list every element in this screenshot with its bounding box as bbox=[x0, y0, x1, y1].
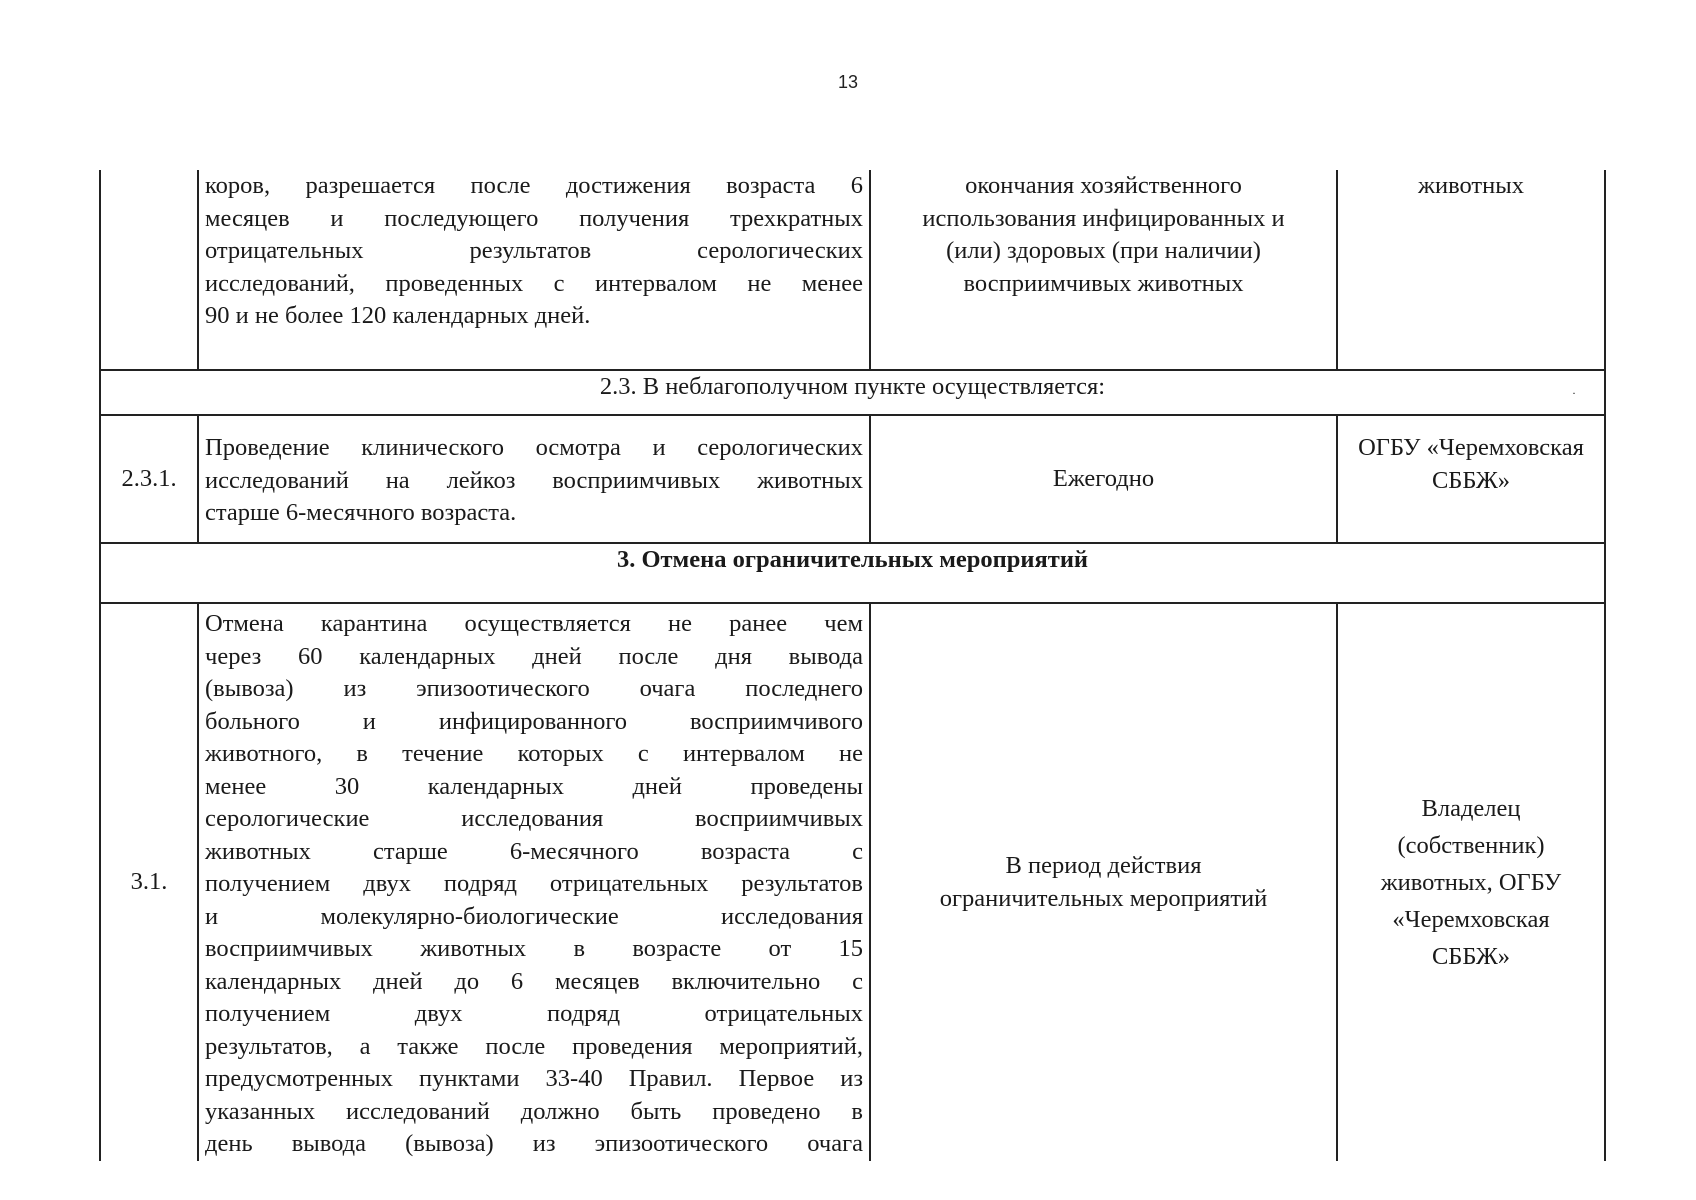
content-line: результатов, а также после проведения мероприятий, bbox=[205, 1032, 863, 1060]
content-line: исследований на лейкоз восприимчивых животных bbox=[205, 466, 863, 494]
timing-line: окончания хозяйственного bbox=[965, 172, 1242, 199]
content-line: больного и инфицированного восприимчивого bbox=[205, 707, 863, 735]
cell-content-3-1 bbox=[198, 603, 870, 1161]
cell-content-2-3-1 bbox=[198, 415, 870, 543]
timing-line: (или) здоровых (при наличии) bbox=[946, 237, 1261, 264]
timing-line: ограничительных мероприятий bbox=[939, 884, 1268, 912]
content-line: коров, разрешается после достижения возраста 6 bbox=[205, 172, 863, 199]
content-line: Отмена карантина осуществляется не ранее чем bbox=[205, 610, 863, 637]
responsible-line: «Черемховская bbox=[1392, 906, 1550, 933]
content-line: Проведение клинического осмотра и серологических bbox=[205, 434, 863, 461]
cell-timing-2-3-1: Ежегодно bbox=[870, 415, 1337, 543]
table-row-2-3-1 bbox=[100, 415, 1605, 543]
content-line: календарных дней до 6 месяцев включительно с bbox=[205, 967, 863, 995]
content-line: и молекулярно-биологические исследования bbox=[205, 902, 863, 930]
timing-line: восприимчивых животных bbox=[963, 269, 1244, 297]
table-row-3-1 bbox=[100, 603, 1605, 1161]
cell-responsible-3-1 bbox=[1337, 603, 1605, 1161]
responsible-line: животных, ОГБУ bbox=[1380, 869, 1562, 896]
content-line: указанных исследований должно быть проведено в bbox=[205, 1097, 863, 1125]
content-line: (вывоза) из эпизоотического очага последнего bbox=[205, 675, 863, 702]
content-line: исследований, проведенных с интервалом не менее bbox=[205, 269, 863, 297]
cell-num-2-3-1: 2.3.1. bbox=[100, 415, 198, 543]
content-line: отрицательных результатов серологических bbox=[205, 237, 863, 264]
content-line: через 60 календарных дней после дня вывода bbox=[205, 642, 863, 670]
measures-table bbox=[99, 170, 1606, 1161]
responsible-line: ОГБУ «Черемховская bbox=[1358, 434, 1584, 461]
content-line: месяцев и последующего получения трехкратных bbox=[205, 204, 863, 232]
section-3-title: 3. Отмена ограничительных мероприятий bbox=[100, 543, 1605, 603]
responsible-line: Владелец bbox=[1421, 795, 1521, 822]
content-line: менее 30 календарных дней проведены bbox=[205, 772, 863, 800]
content-line: 90 и не более 120 календарных дней. bbox=[205, 302, 591, 329]
responsible-line: животных bbox=[1418, 172, 1524, 199]
cell-timing-continued bbox=[870, 170, 1337, 370]
section-3-row bbox=[100, 543, 1605, 603]
content-line: восприимчивых животных в возрасте от 15 bbox=[205, 935, 863, 962]
timing-line: использования инфицированных и bbox=[922, 204, 1285, 232]
cell-responsible-continued bbox=[1337, 170, 1605, 370]
cell-responsible-2-3-1 bbox=[1337, 415, 1605, 543]
cell-num-3-1: 3.1. bbox=[100, 603, 198, 1161]
responsible-line: СББЖ» bbox=[1431, 943, 1511, 970]
cell-timing-3-1 bbox=[870, 603, 1337, 1161]
section-2-3-row bbox=[100, 370, 1605, 415]
section-2-3-title bbox=[100, 370, 1605, 415]
content-line: день вывода (вывоза) из эпизоотического очага bbox=[205, 1130, 863, 1157]
responsible-line: СББЖ» bbox=[1431, 466, 1511, 494]
content-line: предусмотренных пунктами 33-40 Правил. Первое из bbox=[205, 1065, 863, 1092]
content-line: получением двух подряд отрицательных bbox=[205, 1000, 863, 1027]
content-line: серологические исследования восприимчивых bbox=[205, 805, 863, 832]
timing-line: В период действия bbox=[1005, 852, 1202, 879]
responsible-line: (собственник) bbox=[1397, 832, 1545, 859]
cell-num-continued bbox=[100, 170, 198, 370]
cell-content-continued bbox=[198, 170, 870, 370]
table-row-continued bbox=[100, 170, 1605, 370]
content-line: животных старше 6-месячного возраста с bbox=[205, 837, 863, 865]
content-line: старше 6-месячного возраста. bbox=[205, 499, 517, 526]
content-line: получением двух подряд отрицательных результатов bbox=[205, 870, 863, 897]
page-number: 13 bbox=[837, 72, 859, 92]
stray-mark: · bbox=[1572, 386, 1576, 400]
section-2-3-title-text: 2.3. В неблагополучном пункте осуществляется: bbox=[599, 373, 1106, 400]
content-line: животного, в течение которых с интервалом не bbox=[205, 740, 863, 767]
